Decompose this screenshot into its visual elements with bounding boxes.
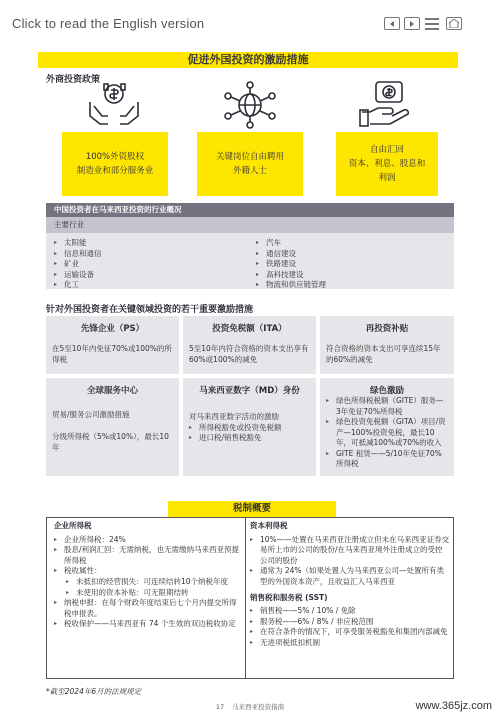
english-version-link[interactable]: Click to read the English version — [12, 16, 205, 31]
list-item: ▸ 无进项税抵扣机制 — [250, 638, 450, 649]
card-title: 马来西亚数字（MD）身份 — [199, 386, 300, 396]
card-title: 先锋企业（PS） — [80, 324, 145, 334]
list-item: ▸ 铁路建设 — [256, 259, 326, 270]
card-body: 分级所得税（5%或10%），最长10年 — [52, 432, 169, 452]
incentive-card-reinvestment — [320, 316, 454, 374]
tax-summary-banner: 税制概要 — [168, 501, 336, 517]
page-number: 17 — [215, 703, 225, 711]
list-item: ▸ 汽车 — [256, 238, 326, 249]
list-item: ▸ 税收属性： ▸ 未抵扣的经营损失：可连续结转10个纳税年度 ▸ 未使用的资本补贴：可无限期结转 — [54, 566, 240, 598]
card-body: 5至10年内符合资格的资本支出享有60%或100%的减免 — [189, 344, 309, 364]
list-item: ▸ 信息和通信 — [54, 249, 102, 260]
incentive-card-pioneer — [46, 316, 179, 374]
globe-network-icon — [220, 80, 280, 130]
divider — [245, 517, 246, 679]
list-item: ▸ 绿色投资免税额（GITA）项目/资产—100%投资免税，最长10年，可抵减100%或70%的收入 — [326, 417, 448, 449]
overview-body — [46, 233, 454, 289]
list-item: ▸ 未使用的资本补贴：可无限期结转 — [66, 588, 240, 599]
overview-heading: 中国投资者在马来西亚投资的行业概况 — [46, 203, 454, 217]
list-item: ▸ 化工 — [54, 280, 102, 291]
list-item: ▸ 企业所得税：24% — [54, 535, 240, 546]
hands-dollar-icon — [84, 80, 144, 130]
list-item: ▸ 税收保护——马来西亚有 74 个生效的双边税收协定 — [54, 619, 240, 630]
list-item: ▸ 10%——处置在马来西亚注册成立但未在马来西亚证券交易所上市的公司的股份/在马来西亚境外注册成立的受控公司的股份 — [250, 535, 450, 567]
list-item: ▸ 所得税豁免或投资免税额 — [189, 423, 310, 434]
list-item: ▸ 通信建设 — [256, 249, 326, 260]
card-title: 全球服务中心 — [86, 386, 138, 396]
list-item: ▸ 运输设备 — [54, 270, 102, 281]
capital-gains-heading: 资本利得税 — [250, 521, 288, 530]
list-item: ▸ 未抵扣的经营损失：可连续结转10个纳税年度 — [66, 577, 240, 588]
menu-icon[interactable] — [424, 17, 440, 30]
hand-coins-icon — [358, 80, 418, 130]
footnote: *截至2024年6月的法规规定 — [46, 687, 142, 696]
list-item: ▸ 纳税申报：在每个财政年度结束后七个月内提交所得税申报表。 — [54, 598, 240, 619]
list-item: ▸ 高科技建设 — [256, 270, 326, 281]
list-item: ▸ 太阳能 — [54, 238, 102, 249]
incentives-heading: 针对外国投资者在关键领域投资的若干重要激励措施 — [46, 305, 254, 315]
overview-subheading: 主要行业 — [46, 217, 454, 233]
fdi-policy-heading: 外商投资政策 — [46, 75, 101, 85]
list-item: ▸ 进口税/销售税豁免 — [189, 433, 310, 444]
corporate-tax-column — [54, 521, 240, 630]
policy-box-repatriation: 自由汇回 资本、利息、股息和 利润 — [336, 132, 438, 196]
list-item: ▸ 服务税——6% / 8% / 非应税范围 — [250, 617, 450, 628]
corporate-tax-heading: 企业所得税 — [54, 521, 92, 530]
list-item: ▸ 在符合条件的情况下，可享受服务税豁免和集团内部减免 — [250, 627, 450, 638]
home-icon[interactable] — [446, 17, 462, 30]
top-bar — [0, 0, 500, 50]
sst-heading: 销售税和服务税 (SST) — [250, 592, 328, 602]
capital-gains-column — [250, 521, 450, 649]
card-body: 符合资格的资本支出可享连续15年的60%的减免 — [326, 344, 441, 364]
card-title: 投资免税额（ITA） — [212, 324, 287, 334]
incentive-card-md-status — [183, 378, 316, 476]
list-item: ▸ 矿业 — [54, 259, 102, 270]
card-title: 绿色激励 — [369, 386, 404, 396]
list-item: ▸ 股息/利润汇回：无需纳税，也无需缴纳马来西亚预提所得税 — [54, 545, 240, 566]
industry-list-right — [256, 238, 326, 291]
page-title: 促进外国投资的激励措施 — [38, 52, 458, 68]
list-item: ▸ 物流和供应链管理 — [256, 280, 326, 291]
list-item: ▸ GITE 租赁——5/10年免征70%所得税 — [326, 449, 448, 470]
card-title: 再投资补贴 — [365, 324, 409, 334]
card-body — [326, 396, 448, 470]
incentive-card-global-services — [46, 378, 179, 476]
watermark: www.365jz.com — [415, 700, 492, 712]
footer-title: 马来西亚投资指南 — [232, 703, 285, 711]
prev-page-icon[interactable] — [384, 17, 400, 30]
card-body: 在5至10年内免征70%或100%的所得税 — [52, 344, 172, 364]
next-page-icon[interactable] — [404, 17, 420, 30]
policy-box-equity: 100%外资股权 制造业和部分服务业 — [62, 132, 168, 196]
list-item: ▸ 销售税——5% / 10% / 免除 — [250, 606, 450, 617]
card-body: 贸易/服务公司激励措施 — [52, 410, 130, 419]
card-body: 对马来西亚数字活动的激励 ▸ 所得税豁免或投资免税额 ▸ 进口税/销售税豁免 — [189, 412, 310, 444]
list-item: ▸ 绿色所得税税额（GITE）服务—3年免征70%所得税 — [326, 396, 448, 417]
policy-box-expatriates: 关键岗位自由聘用 外籍人士 — [197, 132, 303, 196]
list-item: ▸ 通常为 24%（如果处置人为马来西亚公司—处置所有类型的外国资本资产，且收益汇入马来西亚 — [250, 566, 450, 587]
incentive-card-ita — [183, 316, 316, 374]
industry-list-left — [54, 238, 102, 291]
incentive-card-green — [320, 378, 454, 476]
